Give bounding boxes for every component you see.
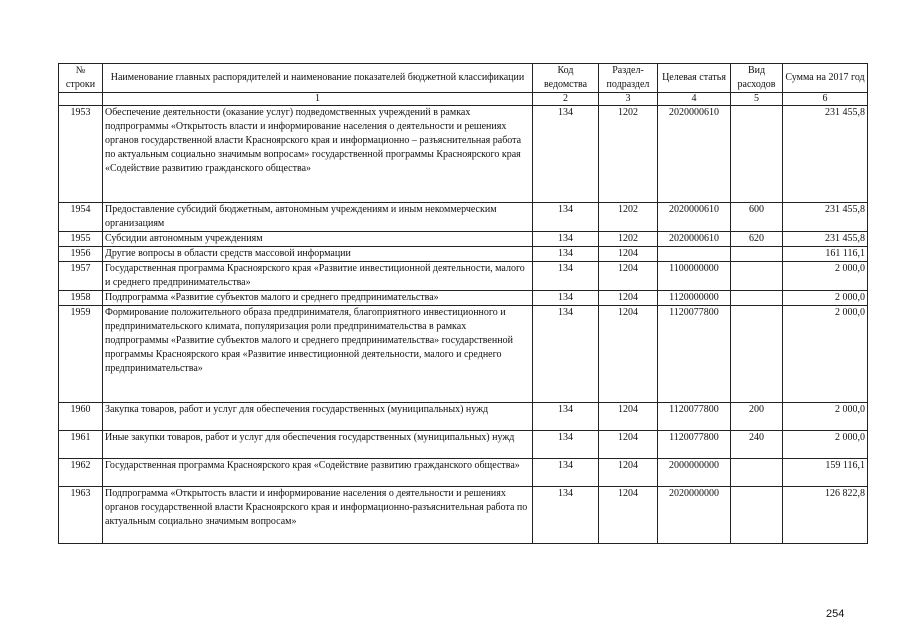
row-section: 1202 bbox=[599, 203, 658, 232]
row-number: 1958 bbox=[59, 291, 103, 306]
header-section: Раздел- подраздел bbox=[599, 64, 658, 93]
row-number: 1953 bbox=[59, 106, 103, 203]
table-row bbox=[59, 487, 868, 544]
row-amount: 126 822,8 bbox=[783, 487, 868, 544]
row-name: Государственная программа Красноярского края «Содействие развитию гражданского общества» bbox=[103, 459, 533, 487]
row-number: 1960 bbox=[59, 403, 103, 431]
row-dept-code: 134 bbox=[533, 431, 599, 459]
row-section: 1204 bbox=[599, 291, 658, 306]
row-number: 1954 bbox=[59, 203, 103, 232]
column-number: 1 bbox=[103, 93, 533, 106]
row-number: 1959 bbox=[59, 306, 103, 403]
column-number: 2 bbox=[533, 93, 599, 106]
header-expense-type: Вид расходов bbox=[731, 64, 783, 93]
row-amount: 161 116,1 bbox=[783, 247, 868, 262]
row-section: 1204 bbox=[599, 431, 658, 459]
row-section: 1204 bbox=[599, 487, 658, 544]
row-dept-code: 134 bbox=[533, 203, 599, 232]
table-row bbox=[59, 403, 868, 431]
row-amount: 159 116,1 bbox=[783, 459, 868, 487]
table-row bbox=[59, 106, 868, 203]
row-name: Другие вопросы в области средств массовой информации bbox=[103, 247, 533, 262]
header-row-number: № строки bbox=[59, 64, 103, 93]
row-amount: 2 000,0 bbox=[783, 431, 868, 459]
table-row bbox=[59, 247, 868, 262]
row-name: Формирование положительного образа предпринимателя, благоприятного инвестиционного и предпринимательского климата, популяризация роли предпринимательства в рамках подпрограммы «Развитие субъектов малого и среднего предпринимательства» государственной программы Красноярского края «Развитие инвестиционной деятельности, малого и среднего предпринимательства» bbox=[103, 306, 533, 403]
row-name: Предоставление субсидий бюджетным, автономным учреждениям и иным некоммерческим организациям bbox=[103, 203, 533, 232]
row-target-item: 2020000610 bbox=[658, 106, 731, 203]
row-number: 1963 bbox=[59, 487, 103, 544]
row-amount: 2 000,0 bbox=[783, 262, 868, 291]
row-dept-code: 134 bbox=[533, 232, 599, 247]
table-row bbox=[59, 232, 868, 247]
row-number: 1961 bbox=[59, 431, 103, 459]
row-expense-type bbox=[731, 459, 783, 487]
row-number: 1957 bbox=[59, 262, 103, 291]
header-target-item: Целевая статья bbox=[658, 64, 731, 93]
row-expense-type: 620 bbox=[731, 232, 783, 247]
header-amount: Сумма на 2017 год bbox=[783, 64, 868, 93]
row-dept-code: 134 bbox=[533, 247, 599, 262]
row-amount: 231 455,8 bbox=[783, 232, 868, 247]
row-amount: 231 455,8 bbox=[783, 106, 868, 203]
row-amount: 2 000,0 bbox=[783, 291, 868, 306]
row-target-item: 2020000610 bbox=[658, 203, 731, 232]
table-row bbox=[59, 431, 868, 459]
row-section: 1204 bbox=[599, 262, 658, 291]
row-name: Подпрограмма «Развитие субъектов малого и среднего предпринимательства» bbox=[103, 291, 533, 306]
header-dept-code: Код ведомства bbox=[533, 64, 599, 93]
row-target-item: 1120077800 bbox=[658, 403, 731, 431]
table-row bbox=[59, 306, 868, 403]
row-name: Обеспечение деятельности (оказание услуг) подведомственных учреждений в рамках подпрограммы «Открытость власти и информирование населения о деятельности и решениях органов государственной власти Красноярского края и информационно – разъяснительная работа по актуальным социально значимым вопросам» государственной программы Красноярского края «Содействие развитию гражданского общества» bbox=[103, 106, 533, 203]
row-expense-type: 600 bbox=[731, 203, 783, 232]
row-dept-code: 134 bbox=[533, 487, 599, 544]
row-dept-code: 134 bbox=[533, 459, 599, 487]
header-name: Наименование главных распорядителей и наименование показателей бюджетной классификации bbox=[103, 64, 533, 93]
row-target-item: 1120077800 bbox=[658, 306, 731, 403]
row-target-item: 1100000000 bbox=[658, 262, 731, 291]
row-target-item: 1120077800 bbox=[658, 431, 731, 459]
table-row bbox=[59, 262, 868, 291]
budget-table bbox=[58, 63, 868, 544]
row-name: Закупка товаров, работ и услуг для обеспечения государственных (муниципальных) нужд bbox=[103, 403, 533, 431]
row-expense-type bbox=[731, 262, 783, 291]
row-target-item: 2020000000 bbox=[658, 487, 731, 544]
row-expense-type bbox=[731, 247, 783, 262]
table-row bbox=[59, 203, 868, 232]
row-dept-code: 134 bbox=[533, 306, 599, 403]
row-section: 1204 bbox=[599, 306, 658, 403]
column-number: 5 bbox=[731, 93, 783, 106]
row-number: 1955 bbox=[59, 232, 103, 247]
row-number: 1956 bbox=[59, 247, 103, 262]
row-expense-type: 200 bbox=[731, 403, 783, 431]
row-section: 1204 bbox=[599, 459, 658, 487]
row-section: 1204 bbox=[599, 247, 658, 262]
column-number: 3 bbox=[599, 93, 658, 106]
column-number: 4 bbox=[658, 93, 731, 106]
row-amount: 2 000,0 bbox=[783, 403, 868, 431]
row-dept-code: 134 bbox=[533, 291, 599, 306]
row-section: 1202 bbox=[599, 106, 658, 203]
table-body bbox=[59, 106, 868, 544]
row-target-item bbox=[658, 247, 731, 262]
row-target-item: 1120000000 bbox=[658, 291, 731, 306]
table-row bbox=[59, 459, 868, 487]
row-amount: 2 000,0 bbox=[783, 306, 868, 403]
row-name: Подпрограмма «Открытость власти и информирование населения о деятельности и решениях органов государственной власти Красноярского края и информационно-разъяснительная работа по актуальным социально значимым вопросам» bbox=[103, 487, 533, 544]
row-target-item: 2020000610 bbox=[658, 232, 731, 247]
row-expense-type bbox=[731, 306, 783, 403]
row-expense-type: 240 bbox=[731, 431, 783, 459]
table-header-row bbox=[59, 64, 868, 93]
row-expense-type bbox=[731, 106, 783, 203]
row-expense-type bbox=[731, 291, 783, 306]
table-row bbox=[59, 291, 868, 306]
row-dept-code: 134 bbox=[533, 403, 599, 431]
row-target-item: 2000000000 bbox=[658, 459, 731, 487]
row-number: 1962 bbox=[59, 459, 103, 487]
row-expense-type bbox=[731, 487, 783, 544]
column-number-row bbox=[59, 93, 868, 106]
row-dept-code: 134 bbox=[533, 106, 599, 203]
row-dept-code: 134 bbox=[533, 262, 599, 291]
column-number: 6 bbox=[783, 93, 868, 106]
page-number: 254 bbox=[826, 608, 845, 620]
row-amount: 231 455,8 bbox=[783, 203, 868, 232]
row-name: Иные закупки товаров, работ и услуг для обеспечения государственных (муниципальных) нужд bbox=[103, 431, 533, 459]
row-name: Государственная программа Красноярского края «Развитие инвестиционной деятельности, малого и среднего предпринимательства» bbox=[103, 262, 533, 291]
row-name: Субсидии автономным учреждениям bbox=[103, 232, 533, 247]
row-section: 1202 bbox=[599, 232, 658, 247]
row-section: 1204 bbox=[599, 403, 658, 431]
